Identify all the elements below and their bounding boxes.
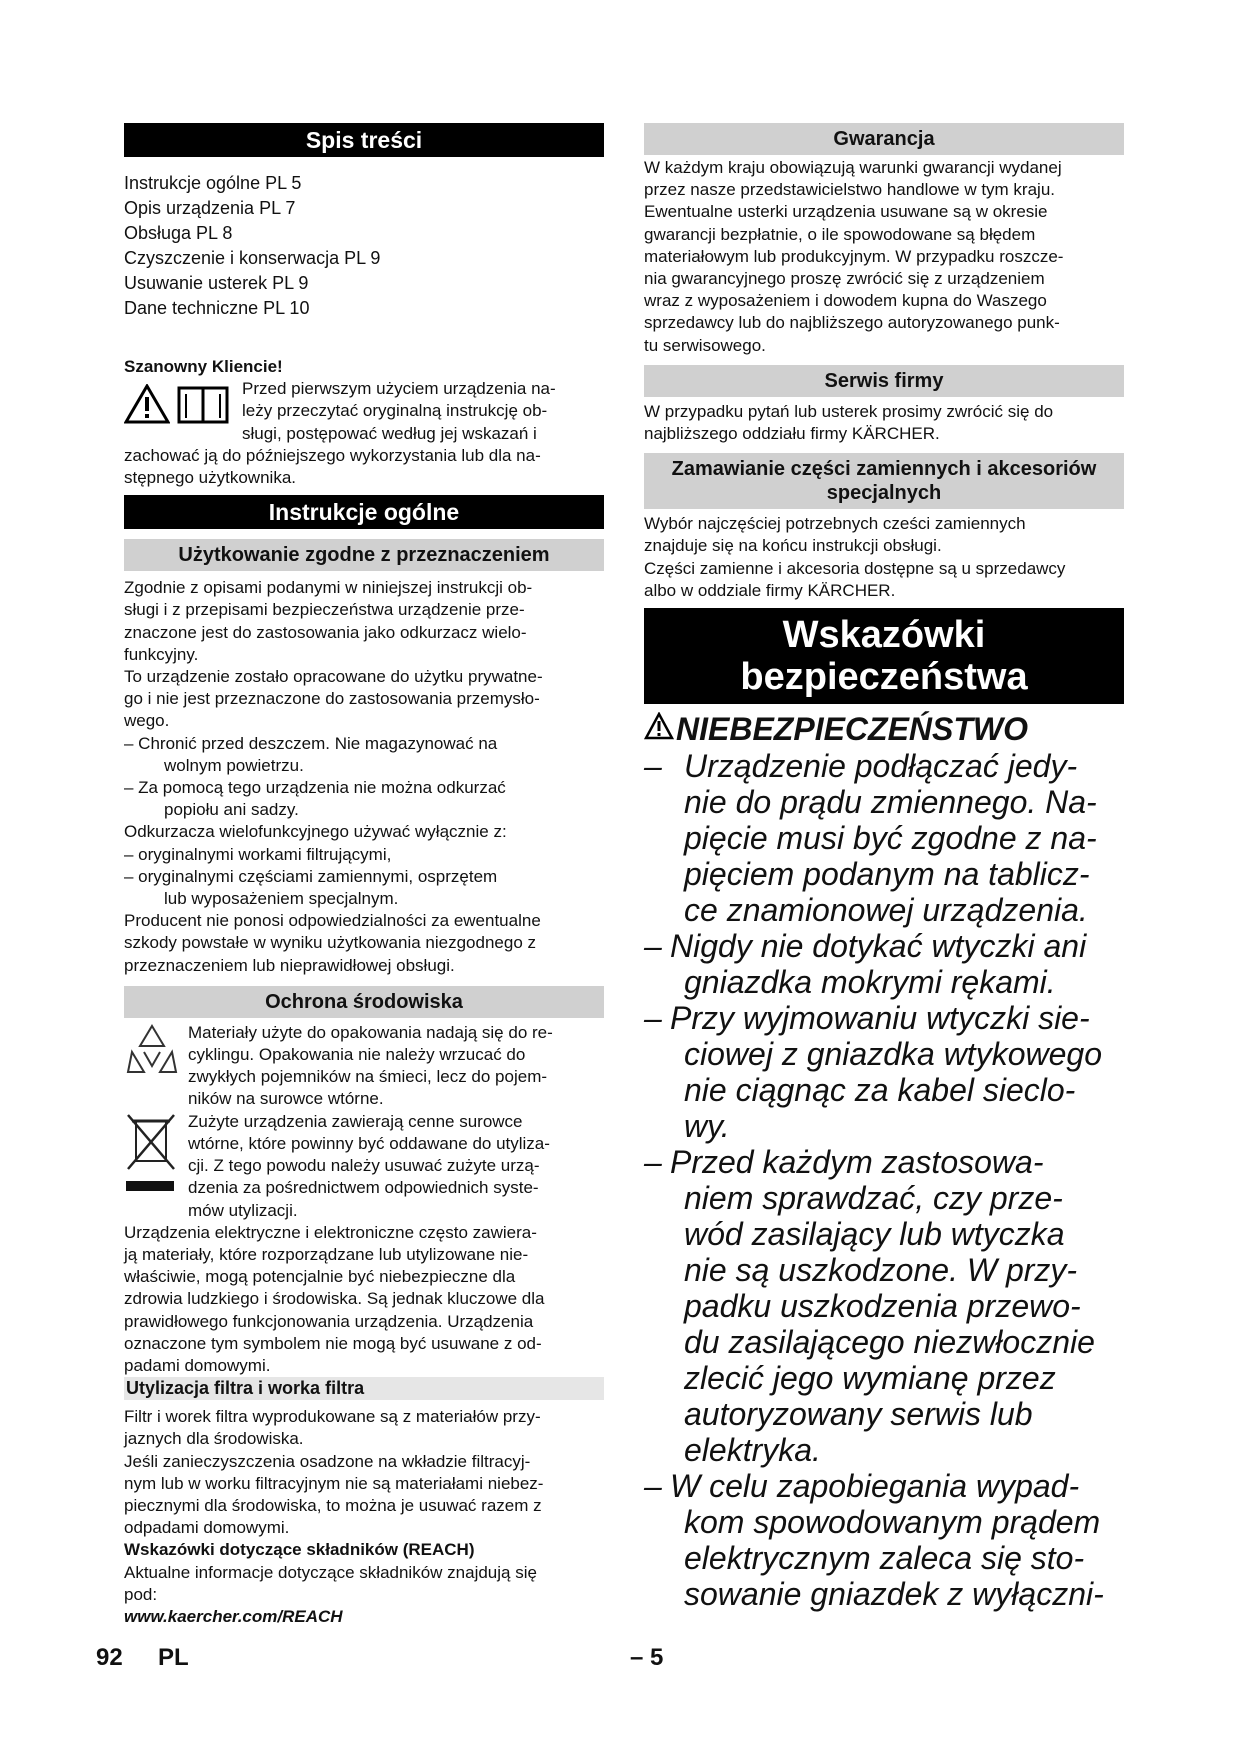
toc-item[interactable]: Dane techniczne PL 10	[124, 298, 310, 318]
text-line: Odkurzacza wielofunkcyjnego używać wyłącznie z:	[124, 822, 507, 842]
text-line: prawidłowego funkcjonowania urządzenia. Urządzenia	[124, 1311, 534, 1331]
safety-line: nie do prądu zmiennego. Na-	[684, 784, 1097, 821]
text-line: sprzedawcy lub do najbliższego autoryzowanego punk-	[644, 313, 1060, 333]
safety-line: wy.	[684, 1108, 730, 1145]
safety-line: nie są uszkodzone. W przy-	[684, 1252, 1078, 1289]
toc-item[interactable]: Czyszczenie i konserwacja PL 9	[124, 248, 381, 268]
text-line: zwykłych pojemników na śmieci, lecz do pojem-	[188, 1067, 548, 1087]
toc-item[interactable]: Opis urządzenia PL 7	[124, 198, 296, 218]
text-line: pod:	[124, 1584, 158, 1604]
greeting-line: stępnego użytkownika.	[124, 468, 296, 488]
reach-title: Wskazówki dotyczące składników (REACH)	[124, 1540, 475, 1560]
toc-title: Spis treści	[124, 123, 604, 157]
weee-block	[124, 1111, 604, 1222]
text-line: Materiały użyte do opakowania nadają się do re-	[188, 1022, 553, 1042]
text-line: Filtr i worek filtra wyprodukowane są z materiałów przy-	[124, 1407, 541, 1427]
filter-disposal-title: Utylizacja filtra i worka filtra	[124, 1377, 604, 1400]
parts-text	[644, 513, 1124, 602]
warranty-title: Gwarancja	[644, 123, 1124, 155]
reach-link[interactable]: www.kaercher.com/REACH	[124, 1606, 343, 1626]
recycling-icon	[124, 1022, 188, 1111]
greeting-block	[124, 378, 604, 445]
text-line: zdrowia ludzkiego i środowiska. Są jednak kluczowe dla	[124, 1289, 545, 1309]
safety-dash: –	[644, 748, 662, 785]
language-code: PL	[158, 1644, 189, 1671]
safety-dash: –	[644, 1000, 662, 1037]
text-line: Urządzenia elektryczne i elektroniczne często zawiera-	[124, 1222, 537, 1242]
text-line: nym lub w worku filtracyjnym nie są materiałami niebez-	[124, 1473, 544, 1493]
filter-disposal-text	[124, 1406, 604, 1539]
text-line: albo w oddziale firmy KÄRCHER.	[644, 580, 896, 600]
danger-label: NIEBEZPIECZEŃSTWO	[676, 711, 1029, 748]
safety-line: gniazdka mokrymi rękami.	[684, 964, 1056, 1001]
safety-line: nie ciągnąc za kabel sieclo-	[684, 1072, 1076, 1109]
right-column	[644, 123, 1124, 1612]
text-line: tu serwisowego.	[644, 335, 766, 355]
text-line: Producent nie ponosi odpowiedzialności za ewentualne	[124, 911, 541, 931]
danger-heading	[644, 710, 1124, 748]
text-line: najbliższego oddziału firmy KÄRCHER.	[644, 424, 940, 444]
text-line: oznaczone tym symbolem nie mogą być usuwane z od-	[124, 1333, 542, 1353]
safety-line: Przy wyjmowaniu wtyczki sie-	[670, 1000, 1090, 1037]
greeting-heading: Szanowny Kliencie!	[124, 357, 283, 376]
safety-item	[644, 928, 1124, 1000]
toc-list	[124, 171, 604, 321]
text-line: nia gwarancyjnego proszę zwrócić się z urządzeniem	[644, 269, 1045, 289]
page-footer-left	[96, 1644, 189, 1672]
text-line: wraz z wyposażeniem i dowodem kupna do Waszego	[644, 291, 1047, 311]
text-line: Zużyte urządzenia zawierają cenne surowce	[188, 1111, 523, 1131]
text-line: W przypadku pytań lub usterek prosimy zwrócić się do	[644, 401, 1054, 421]
text-line: go i nie jest przeznaczone do zastosowania przemysło-	[124, 689, 540, 709]
general-title: Instrukcje ogólne	[124, 495, 604, 529]
text-line: W każdym kraju obowiązują warunki gwarancji wydanej	[644, 158, 1062, 177]
text-line: wego.	[124, 711, 170, 731]
parts-title	[644, 453, 1124, 509]
safety-line: Nigdy nie dotykać wtyczki ani	[670, 928, 1087, 965]
text-line: funkcyjny.	[124, 644, 199, 664]
safety-line: pięcie musi być zgodne z na-	[684, 820, 1097, 857]
safety-line: Urządzenie podłączać jedy-	[684, 748, 1078, 785]
safety-item	[644, 1144, 1124, 1468]
parts-title-line: specjalnych	[826, 482, 942, 505]
parts-title-line: Zamawianie części zamiennych i akcesoriów	[671, 458, 1097, 481]
text-line: znaczone jest do zastosowania jako odkurzacz wielo-	[124, 622, 527, 642]
safety-line: Przed każdym zastosowa-	[670, 1144, 1044, 1181]
text-line: To urządzenie zostało opracowane do użytku prywatne-	[124, 667, 543, 687]
safety-dash: –	[644, 1468, 662, 1505]
safety-title	[644, 608, 1124, 704]
text-line: Ewentualne usterki urządzenia usuwane są w okresie	[644, 202, 1048, 222]
text-line: cji. Z tego powodu należy usuwać zużyte urzą-	[188, 1156, 540, 1176]
dash-line: – oryginalnymi workami filtrującymi,	[124, 844, 392, 864]
toc-item[interactable]: Usuwanie usterek PL 9	[124, 273, 309, 293]
page-number: 92	[96, 1644, 123, 1671]
greeting-text	[242, 378, 556, 445]
safety-dash: –	[644, 928, 662, 965]
text-line: piecznymi dla środowiska, to można je usuwać razem z	[124, 1495, 542, 1515]
safety-line: elektryka.	[684, 1432, 821, 1469]
safety-item	[644, 1000, 1124, 1144]
text-line: Aktualne informacje dotyczące składników znajdują się	[124, 1562, 537, 1582]
reach-text	[124, 1562, 604, 1606]
greeting-line: leży przeczytać oryginalną instrukcję ob-	[242, 401, 548, 421]
text-line: Wybór najczęściej potrzebnych cześci zamiennych	[644, 514, 1026, 534]
text-line: sługi i z przepisami bezpieczeństwa urządzenie prze-	[124, 600, 525, 620]
service-text	[644, 401, 1124, 445]
environment-para	[124, 1222, 604, 1377]
safety-item	[644, 1468, 1124, 1612]
greeting-line: zachować ją do późniejszego wykorzystania lub dla na-	[124, 445, 541, 465]
manual-book-icon	[176, 384, 230, 429]
text-line: Jeśli zanieczyszczenia osadzone na wkładzie filtracyj-	[124, 1451, 531, 1471]
text-line: znajduje się na końcu instrukcji obsługi.	[644, 536, 942, 556]
text-line: jaznych dla środowiska.	[124, 1429, 304, 1449]
safety-line: W celu zapobiegania wypad-	[670, 1468, 1080, 1505]
dash-line-cont: popiołu ani sadzy.	[164, 800, 299, 820]
greeting-line: sługi, postępować według jej wskazań i	[242, 423, 537, 443]
text-line: właściwie, mogą potencjalnie być niebezpieczne dla	[124, 1267, 516, 1287]
text-line: szkody powstałe w wyniku użytkowania niezgodnego z	[124, 933, 537, 953]
text-line: materiałowym lub produkcyjnym. W przypadku roszcze-	[644, 246, 1064, 266]
safety-item	[644, 748, 1124, 928]
text-line: przeznaczeniem lub nieprawidłowej obsługi.	[124, 955, 455, 975]
text-line: ników na surowce wtórne.	[188, 1089, 384, 1109]
greeting-rest	[124, 445, 604, 489]
safety-line: pięciem podanym na tablicz-	[684, 856, 1090, 893]
text-line: dzenia za pośrednictwem odpowiednich syste-	[188, 1178, 539, 1198]
recycle-block	[124, 1022, 604, 1111]
toc-item[interactable]: Obsługa PL 8	[124, 223, 233, 243]
safety-line: kom spowodowanym prądem	[684, 1504, 1101, 1541]
greeting-icons	[124, 378, 242, 429]
dash-line: – oryginalnymi częściami zamiennymi, osprzętem	[124, 866, 498, 886]
dash-line: – Chronić przed deszczem. Nie magazynować na	[124, 733, 498, 753]
text-line: Zgodnie z opisami podanymi w niniejszej instrukcji ob-	[124, 578, 533, 598]
safety-title-line: bezpieczeństwa	[740, 656, 1028, 699]
dash-line-cont: wolnym powietrzu.	[164, 755, 304, 775]
text-line: cyklingu. Opakowania nie należy wrzucać do	[188, 1045, 526, 1065]
text-line: padami domowymi.	[124, 1355, 271, 1375]
warning-triangle-icon	[124, 384, 170, 429]
service-title: Serwis firmy	[644, 365, 1124, 397]
safety-line: du zasilającego niezwłocznie	[684, 1324, 1095, 1361]
danger-triangle-icon	[644, 710, 674, 748]
warranty-text	[644, 157, 1124, 357]
text-line: przez nasze przedstawicielstwo handlowe w tym kraju.	[644, 180, 1056, 200]
safety-line: ce znamionowej urządzenia.	[684, 892, 1088, 929]
text-line: mów utylizacji.	[188, 1200, 298, 1220]
environment-title: Ochrona środowiska	[124, 986, 604, 1018]
safety-title-line: Wskazówki	[782, 614, 986, 657]
safety-line: autoryzowany serwis lub	[684, 1396, 1033, 1433]
safety-line: zlecić jego wymianę przez	[684, 1360, 1056, 1397]
safety-line: elektrycznym zaleca się sto-	[684, 1540, 1085, 1577]
crossed-bin-icon	[124, 1111, 188, 1222]
safety-line: wód zasilający lub wtyczka	[684, 1216, 1065, 1253]
safety-list	[644, 748, 1124, 1612]
dash-line-cont: lub wyposażeniem specjalnym.	[164, 889, 399, 909]
left-column	[124, 123, 604, 1628]
text-line: odpadami domowymi.	[124, 1518, 290, 1538]
greeting-line: Przed pierwszym użyciem urządzenia na-	[242, 379, 556, 399]
safety-dash: –	[644, 1144, 662, 1181]
safety-line: niem sprawdzać, czy prze-	[684, 1180, 1063, 1217]
safety-line: sowanie gniazdek z wyłączni-	[684, 1576, 1104, 1613]
intended-use-title: Użytkowanie zgodne z przeznaczeniem	[124, 539, 604, 571]
toc-item[interactable]: Instrukcje ogólne PL 5	[124, 173, 302, 193]
text-line: gwarancji bezpłatnie, o ile spowodowane są błędem	[644, 224, 1036, 244]
text-line: Części zamienne i akcesoria dostępne są u sprzedawcy	[644, 558, 1066, 578]
dash-line: – Za pomocą tego urządzenia nie można odkurzać	[124, 778, 506, 798]
safety-line: ciowej z gniazdka wtykowego	[684, 1036, 1102, 1073]
weee-text	[188, 1111, 550, 1222]
safety-line: padku uszkodzenia przewo-	[684, 1288, 1081, 1325]
recycle-text	[188, 1022, 553, 1111]
text-line: ją materiały, które rozporządzane lub utylizowane nie-	[124, 1244, 529, 1264]
intended-use-text	[124, 577, 604, 977]
text-line: wtórne, które powinny być oddawane do utyliza-	[188, 1133, 550, 1153]
section-page: – 5	[630, 1644, 664, 1671]
